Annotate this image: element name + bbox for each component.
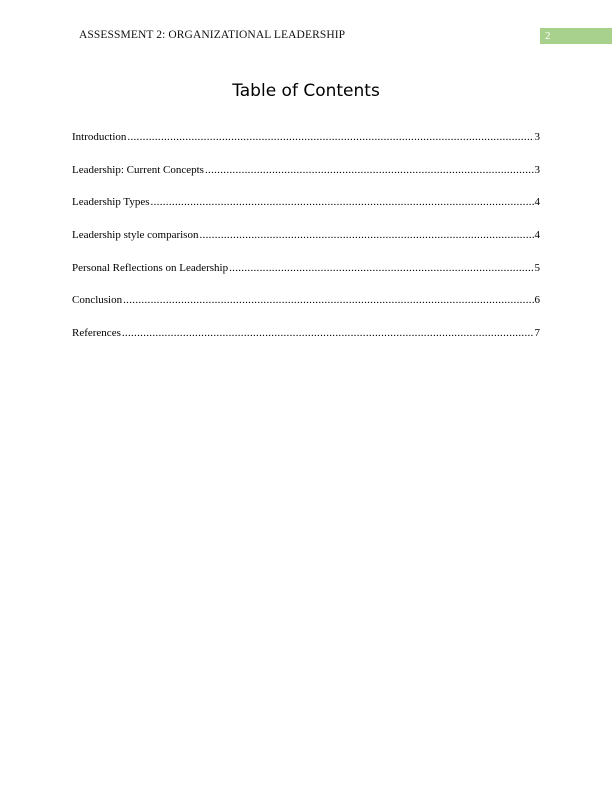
running-head: ASSESSMENT 2: ORGANIZATIONAL LEADERSHIP (79, 29, 346, 41)
toc-entry-page: 4 (534, 196, 540, 209)
toc-entry-page: 3 (534, 131, 540, 143)
dot-leader (123, 293, 533, 307)
dot-leader (122, 326, 534, 340)
toc-entry-label: References (72, 327, 121, 340)
toc-entry-label: Personal Reflections on Leadership (72, 261, 229, 274)
toc-entry-page: 4 (534, 229, 540, 242)
toc-entry-label: Introduction (72, 131, 127, 143)
toc-entry-style-comparison[interactable] (72, 228, 540, 261)
toc-entry-page: 6 (534, 294, 540, 307)
toc-entry-current-concepts[interactable] (72, 163, 540, 196)
toc-entry-label: Leadership Types (72, 196, 150, 209)
toc-entry-label: Conclusion (72, 294, 123, 307)
toc-entry-personal-reflections[interactable] (72, 261, 540, 294)
toc-entry-page: 5 (534, 261, 540, 274)
toc-entry-page: 7 (534, 327, 540, 340)
toc-heading: Table of Contents (232, 81, 380, 101)
table-of-contents (72, 130, 540, 359)
dot-leader (205, 163, 534, 177)
toc-entry-label: Leadership style comparison (72, 229, 199, 242)
toc-entry-leadership-types[interactable] (72, 195, 540, 228)
toc-entry-references[interactable] (72, 326, 540, 359)
page-header (0, 28, 612, 45)
dot-leader (229, 261, 533, 275)
dot-leader (127, 130, 533, 144)
page-number-badge: 2 (540, 28, 612, 44)
toc-entry-conclusion[interactable] (72, 293, 540, 326)
toc-entry-introduction[interactable] (72, 130, 540, 163)
toc-entry-page: 3 (534, 163, 540, 176)
toc-entry-label: Leadership: Current Concepts (72, 163, 204, 176)
dot-leader (199, 228, 533, 242)
dot-leader (151, 195, 534, 209)
